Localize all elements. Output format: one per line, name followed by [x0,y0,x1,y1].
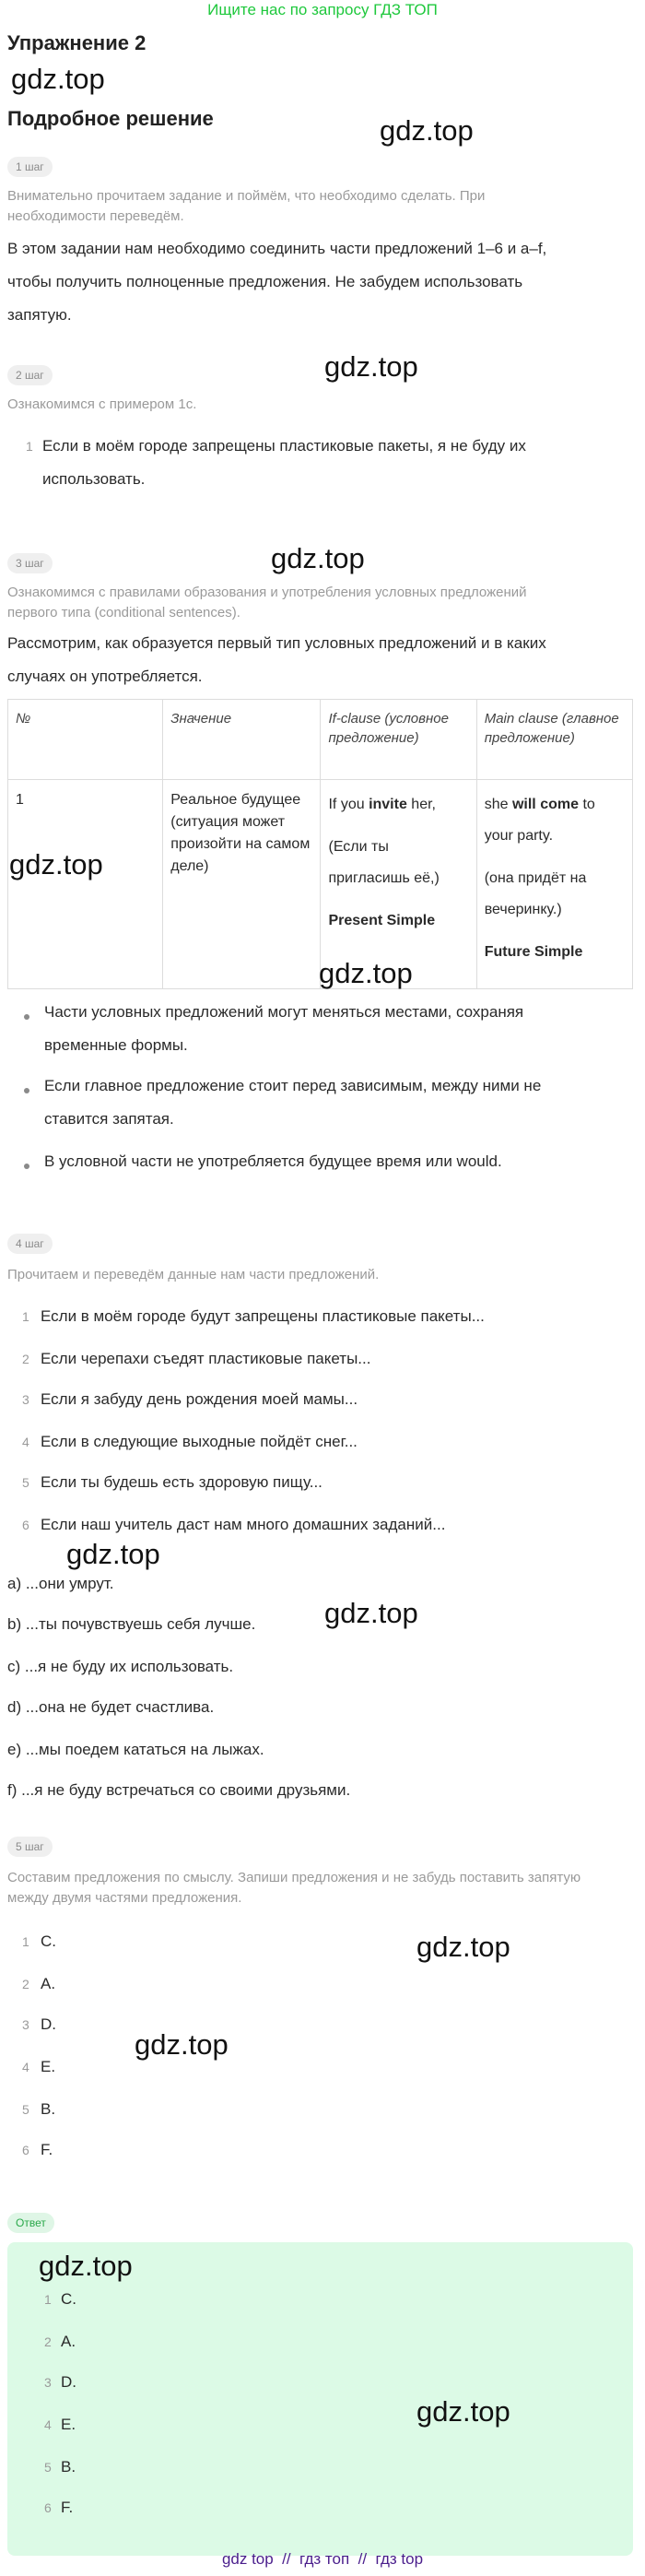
option-item: c) ...я не буду их использовать. [7,1658,234,1675]
list-number: 6 [22,1518,29,1532]
list-number: 3 [22,1392,29,1407]
list-item: Если в следующие выходные пойдёт снег... [41,1433,358,1450]
answer-item: E. [61,2416,76,2433]
watermark: gdz.top [135,2028,229,2061]
list-number: 1 [22,1309,29,1324]
step-note: Ознакомимся с правилами образования и употребления условных предложений первого типа (conditional sentences). [7,585,527,620]
list-item: A. [41,1975,56,1992]
table-cell: 1 [8,780,163,989]
bullet-text: Если главное предложение стоит перед зависимым, между ними не ставится запятая. [44,1077,542,1128]
table-cell: Реальное будущее (ситуация может произойти на самом деле) [163,780,321,989]
option-item: e) ...мы поедем кататься на лыжах. [7,1741,264,1758]
bullet-text: В условной части не употребляется будущее время или would. [44,1152,502,1170]
list-number: 6 [22,2143,29,2157]
option-item: d) ...она не будет счастлива. [7,1698,215,1716]
watermark: gdz.top [66,1538,160,1570]
watermark: gdz.top [11,63,105,95]
list-number: 3 [22,2017,29,2032]
watermark: gdz.top [9,848,103,880]
table-header: Значение [163,700,321,780]
step-note: Прочитаем и переведём данные нам части предложений. [7,1267,380,1282]
list-number: 5 [22,1475,29,1490]
watermark: gdz.top [271,542,365,574]
watermark: gdz.top [324,350,418,383]
step-text: Рассмотрим, как образуется первый тип условных предложений и в каких случаях он употребляется. [7,634,546,685]
list-item: Если в моём городе будут запрещены пластиковые пакеты... [41,1307,485,1325]
list-item: D. [41,2015,56,2033]
list-number: 5 [44,2460,52,2475]
example-text: Если в моём городе запрещены пластиковые пакеты, я не буду их использовать. [42,437,526,488]
watermark: gdz.top [416,2395,510,2428]
conditional-table [7,699,633,989]
step-badge: 5 шаг [7,1837,53,1857]
list-item: Если ты будешь есть здоровую пищу... [41,1473,322,1491]
answer-item: F. [61,2499,74,2516]
answer-item: B. [61,2458,76,2476]
table-cell: If you invite her, (Если ты пригласишь её,) Present Simple [321,780,476,989]
watermark: gdz.top [416,1931,510,1963]
option-item: b) ...ты почувствуешь себя лучше. [7,1615,256,1633]
step-text: В этом задании нам необходимо соединить части предложений 1–6 и a–f, чтобы получить полноценные предложения. Не забудем использовать запятую. [7,240,547,324]
list-item: Если я забуду день рождения моей мамы... [41,1390,358,1408]
table-header: № [8,700,163,780]
list-number: 3 [44,2375,52,2390]
list-number: 1 [26,439,33,454]
list-number: 4 [22,2060,29,2074]
watermark: gdz.top [324,1597,418,1629]
table-header: Main clause (главное предложение) [476,700,632,780]
bullet-dot [24,1164,29,1169]
step-badge: 2 шаг [7,365,53,385]
list-item: E. [41,2058,56,2075]
list-item: C. [41,1932,56,1950]
step-badge: 4 шаг [7,1234,53,1254]
list-item: Если наш учитель даст нам много домашних заданий... [41,1516,446,1533]
list-number: 1 [44,2292,52,2307]
list-number: 5 [22,2102,29,2117]
list-item: Если черепахи съедят пластиковые пакеты... [41,1350,371,1367]
list-number: 2 [22,1352,29,1366]
step-note: Ознакомимся с примером 1c. [7,396,197,412]
step-note: Внимательно прочитаем задание и поймём, что необходимо сделать. При необходимости переведём. [7,188,486,224]
watermark: gdz.top [39,2250,133,2282]
list-number: 4 [44,2417,52,2432]
bullet-dot [24,1014,29,1020]
answer-item: D. [61,2373,76,2391]
answer-box [7,2242,633,2556]
list-number: 1 [22,1934,29,1949]
list-number: 2 [44,2334,52,2349]
table-cell: she will come to your party. (она придёт на вечеринку.) Future Simple [476,780,632,989]
exercise-title: Упражнение 2 [7,31,147,54]
solution-title: Подробное решение [7,107,214,130]
bullet-dot [24,1088,29,1093]
watermark: gdz.top [319,957,413,989]
answer-badge: Ответ [7,2213,54,2233]
step-note: Составим предложения по смыслу. Запиши предложения и не забудь поставить запятую между двумя частями предложения. [7,1870,581,1906]
list-item: F. [41,2141,53,2158]
list-number: 6 [44,2500,52,2515]
option-item: a) ...они умрут. [7,1575,114,1592]
step-badge: 1 шаг [7,157,53,177]
top-search-link[interactable]: Ищите нас по запросу ГДЗ ТОП [207,1,438,18]
list-number: 2 [22,1977,29,1991]
answer-item: A. [61,2333,76,2350]
list-number: 4 [22,1435,29,1449]
watermark: gdz.top [380,114,474,147]
answer-item: C. [61,2290,76,2308]
bullet-text: Части условных предложений могут меняться местами, сохраняя временные формы. [44,1003,524,1054]
list-item: B. [41,2100,56,2118]
step-badge: 3 шаг [7,553,53,573]
option-item: f) ...я не буду встречаться со своими друзьями. [7,1781,351,1799]
footer-links[interactable]: gdz top // гдз топ // гдз top [221,2550,424,2568]
table-header: If-clause (условное предложение) [321,700,476,780]
